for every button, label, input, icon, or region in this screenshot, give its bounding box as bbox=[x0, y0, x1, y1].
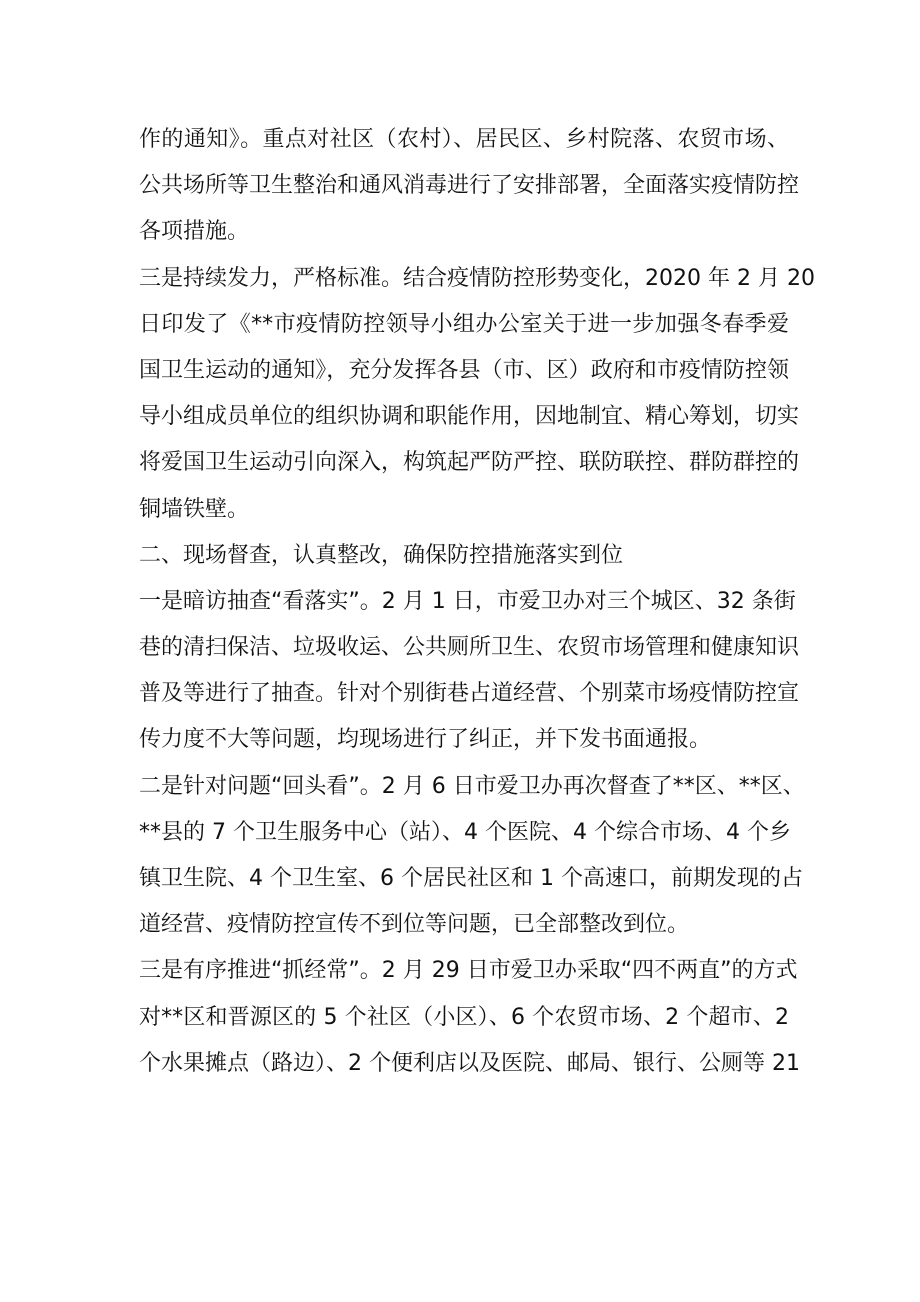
text-line: 对**区和晋源区的 5 个社区（小区）、6 个农贸市场、2 个超市、2 bbox=[139, 1004, 789, 1030]
text-line: 三是持续发力，严格标准。结合疫情防控形势变化，2020 年 2 月 20 bbox=[139, 265, 815, 291]
text-line: 公共场所等卫生整治和通风消毒进行了安排部署，全面落实疫情防控 bbox=[139, 173, 800, 199]
text-line: 国卫生运动的通知》，充分发挥各县（市、区）政府和市疫情防控领 bbox=[139, 357, 789, 383]
text-line: **县的 7 个卫生服务中心（站）、4 个医院、4 个综合市场、4 个乡 bbox=[139, 819, 791, 845]
section-heading: 二、现场督查，认真整改，确保防控措施落实到位 bbox=[139, 542, 624, 568]
text-line: 巷的清扫保洁、垃圾收运、公共厕所卫生、农贸市场管理和健康知识 bbox=[139, 635, 800, 661]
text-line: 个水果摊点（路边）、2 个便利店以及医院、邮局、银行、公厕等 21 bbox=[139, 1050, 800, 1076]
text-line: 三是有序推进“抓经常”。2 月 29 日市爱卫办采取“四不两直”的方式 bbox=[139, 958, 798, 984]
text-line: 日印发了《**市疫情防控领导小组办公室关于进一步加强冬春季爱 bbox=[139, 311, 789, 337]
text-line: 传力度不大等问题，均现场进行了纠正，并下发书面通报。 bbox=[139, 727, 712, 753]
text-line: 导小组成员单位的组织协调和职能作用，因地制宜、精心筹划，切实 bbox=[139, 404, 800, 430]
text-line: 各项措施。 bbox=[139, 219, 250, 245]
text-line: 道经营、疫情防控宣传不到位等问题，已全部整改到位。 bbox=[139, 912, 690, 938]
text-line: 铜墙铁壁。 bbox=[139, 496, 250, 522]
document-body bbox=[139, 117, 815, 1087]
text-line: 作的通知》。重点对社区（农村）、居民区、乡村院落、农贸市场、 bbox=[139, 127, 789, 152]
text-line: 将爱国卫生运动引向深入，构筑起严防严控、联防联控、群防群控的 bbox=[139, 450, 800, 476]
text-line: 二是针对问题“回头看”。2 月 6 日市爱卫办再次督查了**区、**区、 bbox=[139, 773, 805, 799]
text-line: 镇卫生院、4 个卫生室、6 个居民社区和 1 个高速口，前期发现的占 bbox=[139, 866, 803, 891]
text-line: 普及等进行了抽查。针对个别街巷占道经营、个别菜市场疫情防控宣 bbox=[139, 681, 800, 707]
text-line: 一是暗访抽查“看落实”。2 月 1 日，市爱卫办对三个城区、32 条街 bbox=[139, 588, 796, 614]
